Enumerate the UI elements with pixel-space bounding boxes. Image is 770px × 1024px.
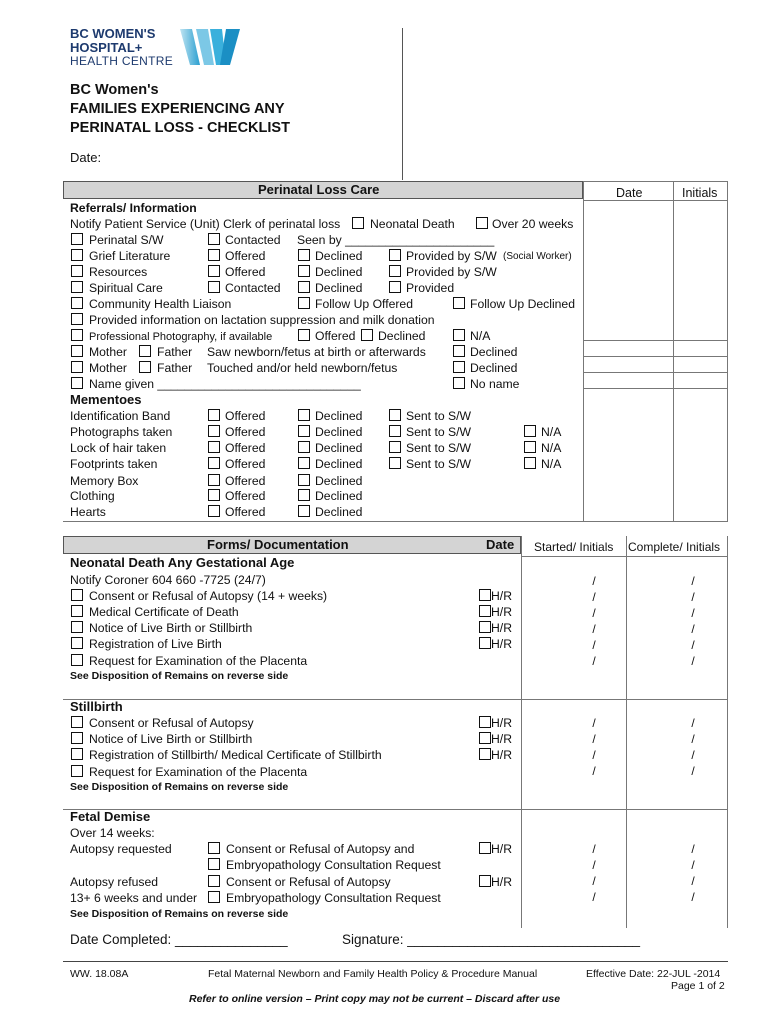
memento-declined-checkbox[interactable] xyxy=(298,457,310,469)
community-label: Community Health Liaison xyxy=(89,297,232,311)
logo-line1: BC WOMEN'S xyxy=(70,26,156,41)
slash: / xyxy=(691,890,695,904)
grief-offered-checkbox[interactable] xyxy=(208,249,220,261)
hr-label: H/R xyxy=(491,716,512,730)
embryo-request-checkbox[interactable] xyxy=(208,858,220,870)
spiritual-checkbox[interactable] xyxy=(71,281,83,293)
grid-line xyxy=(583,372,728,373)
contacted-checkbox[interactable] xyxy=(208,233,220,245)
memento-sent-checkbox[interactable] xyxy=(389,441,401,453)
declined-label: Declined xyxy=(315,265,363,279)
hr-label: H/R xyxy=(491,605,512,619)
offered-label: Offered xyxy=(225,409,266,423)
slash: / xyxy=(691,638,695,652)
hr-label: H/R xyxy=(491,748,512,762)
fetal-heading: Fetal Demise xyxy=(70,809,151,824)
photography-checkbox[interactable] xyxy=(71,329,83,341)
print-notice: Refer to online version – Print copy may not be current – Discard after use xyxy=(189,993,561,1005)
grid-line xyxy=(673,181,674,521)
offered-label: Offered xyxy=(225,441,266,455)
resources-declined-checkbox[interactable] xyxy=(298,265,310,277)
see-disposition: See Disposition of Remains on reverse side xyxy=(70,908,289,920)
provided-sw2-label: Provided by S/W xyxy=(406,265,497,279)
manual-name: Fetal Maternal Newborn and Family Health Policy & Procedure Manual xyxy=(208,968,538,980)
offered-label: Offered xyxy=(225,457,266,471)
grief-label: Grief Literature xyxy=(89,249,171,263)
resources-checkbox[interactable] xyxy=(71,265,83,277)
sent-sw-label: Sent to S/W xyxy=(406,425,472,439)
saw-father-checkbox[interactable] xyxy=(139,345,151,357)
memento-offered-checkbox[interactable] xyxy=(208,425,220,437)
consent-autopsy-and-label: Consent or Refusal of Autopsy and xyxy=(226,842,415,856)
section-divider xyxy=(63,809,728,810)
slash: / xyxy=(691,590,695,604)
hr-label: H/R xyxy=(491,589,512,603)
hr-label: H/R xyxy=(491,875,512,889)
neonatal-item: Notice of Live Birth or Stillbirth xyxy=(89,621,253,635)
social-worker-note: (Social Worker) xyxy=(503,251,572,262)
touched-father-checkbox[interactable] xyxy=(139,361,151,373)
hr-label: H/R xyxy=(491,732,512,746)
stillbirth-item: Registration of Stillbirth/ Medical Certificate of Stillbirth xyxy=(89,748,382,762)
grief-checkbox[interactable] xyxy=(71,249,83,261)
hr-label: H/R xyxy=(491,621,512,635)
follow-declined-checkbox[interactable] xyxy=(453,297,465,309)
slash: / xyxy=(691,748,695,762)
declined-label: Declined xyxy=(315,505,363,519)
resources-offered-checkbox[interactable] xyxy=(208,265,220,277)
follow-declined-label: Follow Up Declined xyxy=(470,297,575,311)
seen-by-field[interactable]: Seen by ______________________ xyxy=(297,233,495,247)
slash: / xyxy=(691,606,695,620)
date-label: Date: xyxy=(70,150,102,165)
memento-label: Footprints taken xyxy=(70,457,158,471)
col-started: Started/ Initials xyxy=(534,540,614,554)
slash: / xyxy=(592,590,596,604)
provided-label: Provided xyxy=(406,281,455,295)
consent-autopsy-checkbox[interactable] xyxy=(208,875,220,887)
sent-sw-label: Sent to S/W xyxy=(406,409,472,423)
stillbirth-item-checkbox[interactable] xyxy=(71,716,83,728)
neonatal-item: Medical Certificate of Death xyxy=(89,605,239,619)
declined-label: Declined xyxy=(470,361,518,375)
photo-declined-checkbox[interactable] xyxy=(361,329,373,341)
title-line1: BC Women's xyxy=(70,82,159,98)
memento-sent-checkbox[interactable] xyxy=(389,425,401,437)
stillbirth-item: Consent or Refusal of Autopsy xyxy=(89,716,254,730)
slash: / xyxy=(691,574,695,588)
over20-label: Over 20 weeks xyxy=(492,217,574,231)
slash: / xyxy=(691,716,695,730)
grid-line xyxy=(583,356,728,357)
spiritual-contacted-checkbox[interactable] xyxy=(208,281,220,293)
memento-declined-checkbox[interactable] xyxy=(298,441,310,453)
slash: / xyxy=(691,874,695,888)
memento-offered-checkbox[interactable] xyxy=(208,474,220,486)
over20-checkbox[interactable] xyxy=(476,217,488,229)
touched-newborn-label: Touched and/or held newborn/fetus xyxy=(207,361,398,375)
follow-offered-checkbox[interactable] xyxy=(298,297,310,309)
slash: / xyxy=(592,764,596,778)
grid-line xyxy=(583,200,728,201)
declined-label: Declined xyxy=(315,249,363,263)
declined-label: Declined xyxy=(315,425,363,439)
slash: / xyxy=(592,574,596,588)
father-label: Father xyxy=(157,361,193,375)
slash: / xyxy=(691,858,695,872)
grid-line xyxy=(583,388,728,389)
contacted-label: Contacted xyxy=(225,233,281,247)
slash: / xyxy=(691,654,695,668)
notify-clerk: Notify Patient Service (Unit) Clerk of perinatal loss xyxy=(70,217,341,231)
declined-label: Declined xyxy=(378,329,426,343)
sent-sw-label: Sent to S/W xyxy=(406,441,472,455)
effective-date: Effective Date: 22-JUL -2014 xyxy=(586,968,721,980)
memento-offered-checkbox[interactable] xyxy=(208,457,220,469)
hr-checkbox[interactable] xyxy=(479,732,491,744)
notify-coroner: Notify Coroner 604 660 -7725 (24/7) xyxy=(70,573,266,587)
see-disposition: See Disposition of Remains on reverse side xyxy=(70,781,289,793)
logo-line2: HOSPITAL+ xyxy=(70,40,143,55)
neonatal-item: Request for Examination of the Placenta xyxy=(89,654,308,668)
col-initials: Initials xyxy=(682,186,718,200)
spiritual-declined-checkbox[interactable] xyxy=(298,281,310,293)
contacted-label: Contacted xyxy=(225,281,281,295)
memento-label: Photographs taken xyxy=(70,425,173,439)
hr-checkbox[interactable] xyxy=(479,748,491,760)
autopsy-requested-label: Autopsy requested xyxy=(70,842,172,856)
offered-label: Offered xyxy=(225,265,266,279)
stillbirth-item: Request for Examination of the Placenta xyxy=(89,765,308,779)
na-label: N/A xyxy=(541,457,562,471)
declined-label: Declined xyxy=(315,409,363,423)
memento-offered-checkbox[interactable] xyxy=(208,409,220,421)
perinatal-sw-label: Perinatal S/W xyxy=(89,233,164,247)
neonatal-item-checkbox[interactable] xyxy=(71,589,83,601)
over14-label: Over 14 weeks: xyxy=(70,826,155,840)
see-disposition: See Disposition of Remains on reverse side xyxy=(70,670,289,682)
lactation-checkbox[interactable] xyxy=(71,313,83,325)
consent-autopsy-label: Consent or Refusal of Autopsy xyxy=(226,875,391,889)
declined-label: Declined xyxy=(315,457,363,471)
grid-line xyxy=(626,536,627,928)
stillbirth-item: Notice of Live Birth or Stillbirth xyxy=(89,732,253,746)
grief-declined-checkbox[interactable] xyxy=(298,249,310,261)
memento-label: Memory Box xyxy=(70,474,139,488)
hr-checkbox[interactable] xyxy=(479,716,491,728)
hr-label: H/R xyxy=(491,637,512,651)
mother-label: Mother xyxy=(89,361,127,375)
offered-label: Offered xyxy=(225,489,266,503)
slash: / xyxy=(691,622,695,636)
na-label: N/A xyxy=(541,425,562,439)
slash: / xyxy=(592,890,596,904)
title-line2: FAMILIES EXPERIENCING ANY xyxy=(70,101,285,117)
memento-label: Lock of hair taken xyxy=(70,441,167,455)
memento-declined-checkbox[interactable] xyxy=(298,505,310,517)
stillbirth-item-checkbox[interactable] xyxy=(71,732,83,744)
declined-label: Declined xyxy=(315,281,363,295)
slash: / xyxy=(592,638,596,652)
slash: / xyxy=(592,606,596,620)
stillbirth-item-checkbox[interactable] xyxy=(71,765,83,777)
offered-label: Offered xyxy=(225,505,266,519)
name-given-field[interactable]: Name given ______________________________ xyxy=(89,377,361,391)
grid-line xyxy=(521,556,728,557)
hr-checkbox[interactable] xyxy=(479,589,491,601)
na-label: N/A xyxy=(541,441,562,455)
memento-offered-checkbox[interactable] xyxy=(208,441,220,453)
neonatal-death-checkbox[interactable] xyxy=(352,217,364,229)
memento-offered-checkbox[interactable] xyxy=(208,489,220,501)
mother-label: Mother xyxy=(89,345,127,359)
slash: / xyxy=(592,716,596,730)
hr-checkbox[interactable] xyxy=(479,621,491,633)
slash: / xyxy=(691,764,695,778)
hr-checkbox[interactable] xyxy=(479,842,491,854)
saw-newborn-label: Saw newborn/fetus at birth or afterwards xyxy=(207,345,426,359)
grid-line xyxy=(727,536,728,928)
na-label: N/A xyxy=(470,329,491,343)
saw-declined-checkbox[interactable] xyxy=(453,345,465,357)
page-number: Page 1 of 2 xyxy=(671,980,725,992)
col-complete: Complete/ Initials xyxy=(628,540,721,554)
hr-label: H/R xyxy=(491,842,512,856)
follow-offered-label: Follow Up Offered xyxy=(315,297,413,311)
memento-sent-checkbox[interactable] xyxy=(389,457,401,469)
memento-label: Clothing xyxy=(70,489,115,503)
slash: / xyxy=(592,874,596,888)
hr-checkbox[interactable] xyxy=(479,637,491,649)
grid-line xyxy=(583,340,728,341)
photo-offered-checkbox[interactable] xyxy=(298,329,310,341)
touched-mother-checkbox[interactable] xyxy=(71,361,83,373)
section-divider xyxy=(63,521,728,522)
form-number: WW. 18.08A xyxy=(70,968,129,980)
stillbirth-heading: Stillbirth xyxy=(70,699,123,714)
grief-provided-checkbox[interactable] xyxy=(389,249,401,261)
section-divider xyxy=(63,699,728,700)
grid-line xyxy=(727,181,728,521)
saw-mother-checkbox[interactable] xyxy=(71,345,83,357)
offered-label: Offered xyxy=(225,249,266,263)
grid-line xyxy=(521,536,522,928)
memento-na-checkbox[interactable] xyxy=(524,457,536,469)
memento-offered-checkbox[interactable] xyxy=(208,505,220,517)
no-name-label: No name xyxy=(470,377,520,391)
consent-autopsy-and-checkbox[interactable] xyxy=(208,842,220,854)
slash: / xyxy=(592,654,596,668)
neonatal-item-checkbox[interactable] xyxy=(71,621,83,633)
photo-na-checkbox[interactable] xyxy=(453,329,465,341)
referrals-heading: Referrals/ Information xyxy=(70,201,197,215)
embryo-request2-label: Embryopathology Consultation Request xyxy=(226,891,441,905)
slash: / xyxy=(691,842,695,856)
forms-title: Forms/ Documentation xyxy=(207,537,349,552)
lactation-label: Provided information on lactation suppression and milk donation xyxy=(89,313,435,327)
touched-declined-checkbox[interactable] xyxy=(453,361,465,373)
sent-sw-label: Sent to S/W xyxy=(406,457,472,471)
hr-checkbox[interactable] xyxy=(479,605,491,617)
memento-na-checkbox[interactable] xyxy=(524,425,536,437)
slash: / xyxy=(592,748,596,762)
grid-line xyxy=(583,181,728,182)
header-divider xyxy=(402,28,403,180)
memento-sent-checkbox[interactable] xyxy=(389,409,401,421)
memento-declined-checkbox[interactable] xyxy=(298,474,310,486)
neonatal-item-checkbox[interactable] xyxy=(71,605,83,617)
embryo-request2-checkbox[interactable] xyxy=(208,891,220,903)
memento-declined-checkbox[interactable] xyxy=(298,489,310,501)
memento-na-checkbox[interactable] xyxy=(524,441,536,453)
photography-label: Professional Photography, if available xyxy=(89,331,273,343)
offered-label: Offered xyxy=(225,425,266,439)
forms-col-date: Date xyxy=(486,537,515,552)
date-completed-field[interactable]: Date Completed: _______________ xyxy=(70,932,288,947)
resources-label: Resources xyxy=(89,265,148,279)
name-given-checkbox[interactable] xyxy=(71,377,83,389)
neonatal-death-label: Neonatal Death xyxy=(370,217,455,231)
perinatal-sw-checkbox[interactable] xyxy=(71,233,83,245)
resources-provided-checkbox[interactable] xyxy=(389,265,401,277)
provided-sw-label: Provided by S/W xyxy=(406,249,497,263)
spiritual-provided-checkbox[interactable] xyxy=(389,281,401,293)
logo-line3: HEALTH CENTRE xyxy=(70,54,174,68)
slash: / xyxy=(691,732,695,746)
neonatal-item-checkbox[interactable] xyxy=(71,654,83,666)
neonatal-item-checkbox[interactable] xyxy=(71,637,83,649)
memento-declined-checkbox[interactable] xyxy=(298,409,310,421)
memento-label: Identification Band xyxy=(70,409,171,423)
declined-label: Declined xyxy=(315,489,363,503)
no-name-checkbox[interactable] xyxy=(453,377,465,389)
declined-label: Declined xyxy=(315,474,363,488)
perinatal-care-title: Perinatal Loss Care xyxy=(258,182,380,197)
father-label: Father xyxy=(157,345,193,359)
logo-w-mark xyxy=(180,27,244,67)
spiritual-label: Spiritual Care xyxy=(89,281,163,295)
memento-declined-checkbox[interactable] xyxy=(298,425,310,437)
col-date: Date xyxy=(616,186,643,200)
community-checkbox[interactable] xyxy=(71,297,83,309)
declined-label: Declined xyxy=(315,441,363,455)
neonatal-item: Consent or Refusal of Autopsy (14 + weeks) xyxy=(89,589,328,603)
slash: / xyxy=(592,622,596,636)
weeks-under-label: 13+ 6 weeks and under xyxy=(70,891,198,905)
mementoes-heading: Mementoes xyxy=(70,392,142,407)
stillbirth-item-checkbox[interactable] xyxy=(71,748,83,760)
slash: / xyxy=(592,732,596,746)
footer-divider xyxy=(63,961,728,962)
autopsy-refused-label: Autopsy refused xyxy=(70,875,159,889)
title-line3: PERINATAL LOSS - CHECKLIST xyxy=(70,120,290,136)
neonatal-heading: Neonatal Death Any Gestational Age xyxy=(70,555,295,570)
declined-label: Declined xyxy=(470,345,518,359)
slash: / xyxy=(592,842,596,856)
slash: / xyxy=(592,858,596,872)
hr-checkbox[interactable] xyxy=(479,875,491,887)
offered-label: Offered xyxy=(225,474,266,488)
signature-field[interactable]: Signature: _______________________________ xyxy=(342,932,641,947)
offered-label: Offered xyxy=(315,329,356,343)
memento-label: Hearts xyxy=(70,505,106,519)
grid-line xyxy=(583,181,584,521)
neonatal-item: Registration of Live Birth xyxy=(89,637,222,651)
embryo-request-label: Embryopathology Consultation Request xyxy=(226,858,441,872)
